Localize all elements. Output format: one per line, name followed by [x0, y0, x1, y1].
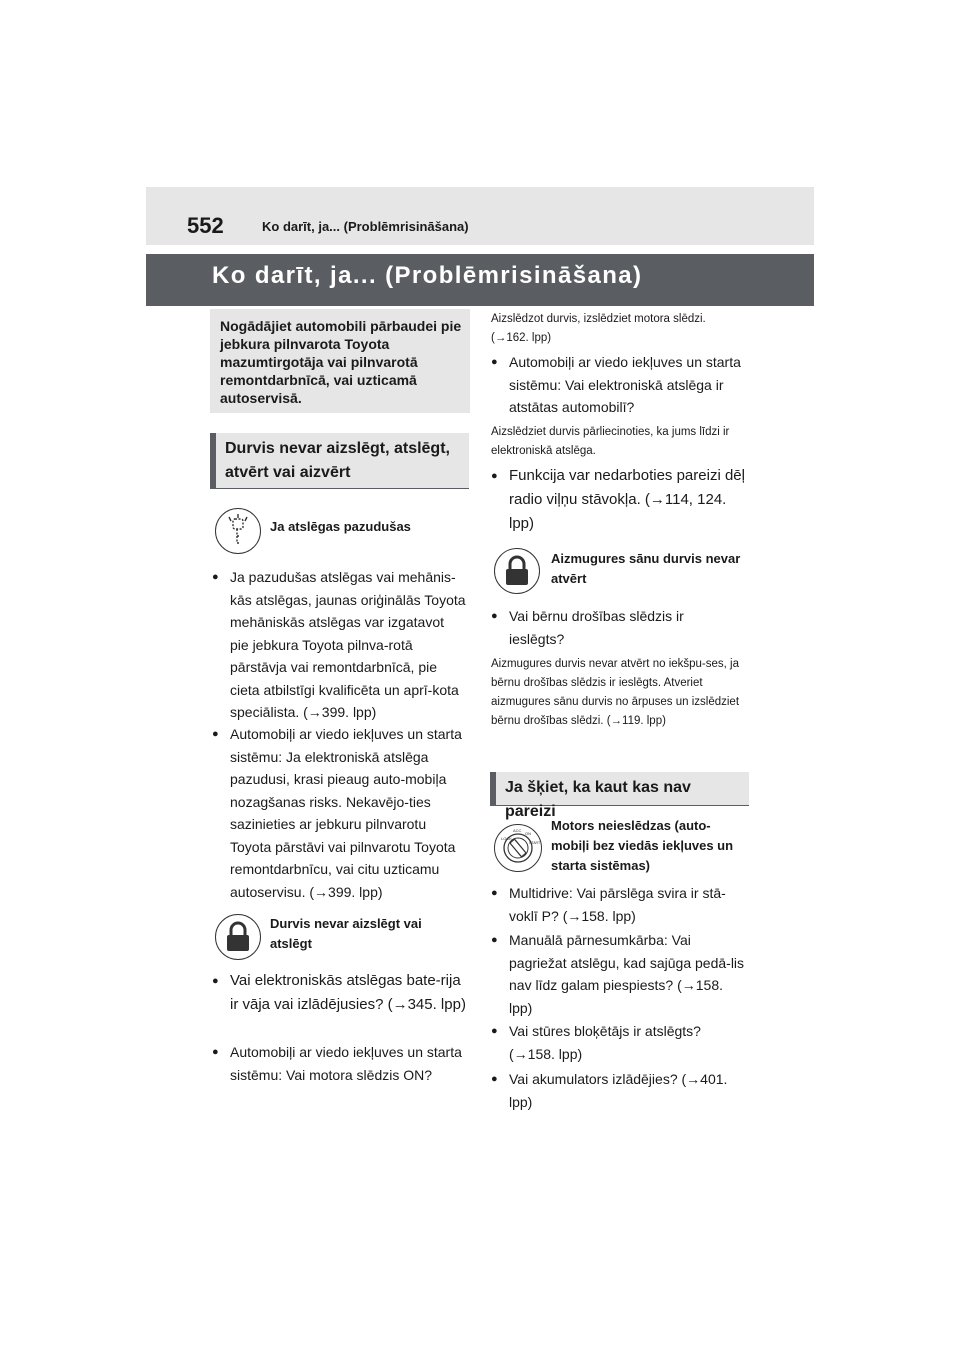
section-heading-wrong-text: Ja šķiet, ka kaut kas nav pareizi [505, 779, 691, 820]
bullet-text: Funkcija var nedarboties pareizi dēļ radio viļņu stāvokļa. (→114, 124. lpp) [509, 467, 745, 532]
note-text: Aizslēdziet durvis pārliecinoties, ka jums līdzi ir elektroniskā atslēga. [491, 426, 730, 457]
keys-lost-caption: Ja atslēgas pazudušas [270, 519, 411, 534]
lost-key-icon [215, 508, 261, 554]
ignition-switch-icon [494, 824, 542, 872]
bullet-dot: ● [491, 1025, 498, 1037]
bullet-text: Manuālā pārnesumkārba: Vai pagriežat atslēgu, kad sajūga pedā-lis nav līdz galam piespiests? (→158. lpp) [509, 932, 745, 1016]
bullet-dot: ● [212, 975, 219, 987]
bullet-text: Vai akumulators izlādējies? (→401. lpp) [509, 1071, 728, 1110]
rear-doors-caption: Aizmugures sānu durvis nevar atvērt [551, 551, 741, 586]
bullet-dot: ● [491, 356, 498, 368]
cannot-lock-caption: Durvis nevar aizslēgt vai atslēgt [270, 916, 422, 951]
note-text: Aizmugures durvis nevar atvērt no iekšpu-ses, ja bērnu drošības slēdzis ir ieslēgts. Atveriet aizmugures sānu durvis no ārpuses un izslēdziet bērnu drošības slēdzi. (→119. lpp) [491, 658, 740, 727]
notice-box [210, 309, 470, 413]
icon-label-start: START [529, 841, 541, 845]
bullet-text: Ja pazudušas atslēgas vai mehānis-kās atslēgas, jaunas oriģinālās Toyota mehāniskās atslēgas var izgatavot pie jebkura Toyota pilnva-rotā pārstāvja vai remontdarbnīcā, pie cieta atbilstīgi kvalificēta un aprī-kota speciālista. (→399. lpp) [230, 569, 466, 720]
lock-icon [215, 914, 261, 960]
lock-icon [494, 548, 540, 594]
bullet-dot: ● [212, 571, 219, 583]
icon-label-on: ON [525, 831, 531, 836]
section-heading-doors [210, 433, 469, 489]
bullet-text: Vai elektroniskās atslēgas bate-rija ir vāja vai izlādējusies? (→345. lpp) [230, 972, 466, 1013]
icon-label-lock: LOCK [501, 836, 512, 841]
bullet-dot: ● [491, 1073, 498, 1085]
icon-label-acc: ACC [513, 828, 522, 833]
bullet-dot: ● [491, 470, 498, 482]
note-text: Aizslēdzot durvis, izslēdziet motora slēdzi. (→162. lpp) [491, 313, 706, 344]
section-heading-wrong [490, 772, 749, 820]
header-strip [146, 187, 814, 245]
bullet-dot: ● [212, 1046, 219, 1058]
section-heading-doors-text: Durvis nevar aizslēgt, atslēgt, atvērt vai aizvērt [225, 440, 450, 481]
bullet-dot: ● [491, 887, 498, 899]
bullet-text: Vai bērnu drošības slēdzis ir ieslēgts? [509, 608, 684, 647]
bullet-text: Multidrive: Vai pārslēga svira ir stā-voklī P? (→158. lpp) [509, 885, 726, 924]
page-number: 552 [187, 213, 224, 238]
bullet-text: Automobiļi ar viedo iekļuves un starta sistēmu: Vai motora slēdzis ON? [230, 1044, 462, 1083]
bullet-text: Automobiļi ar viedo iekļuves un starta sistēmu: Vai elektroniskā atslēga ir atstātas automobilī? [509, 354, 741, 415]
engine-caption: Motors neieslēdzas (auto-mobiļi bez viedās iekļuves un starta sistēmas) [551, 818, 734, 873]
page-title: Ko darīt, ja... (Problēmrisināšana) [212, 262, 643, 289]
bullet-text: Automobiļi ar viedo iekļuves un starta sistēmu: Ja elektroniskā atslēga pazudusi, krasi pieaug auto-mobiļa nozagšanas risks. Nekavējo-ties sazinieties ar jebkuru pilnvarotu Toyota pārstāvi vai pilnvarotu Toyota remontdarbnīcu, vai citu uzticamu autoservisu. (→399. lpp) [230, 726, 462, 900]
running-title: Ko darīt, ja... (Problēmrisināšana) [262, 219, 469, 234]
bullet-dot: ● [491, 610, 498, 622]
bullet-dot: ● [212, 728, 219, 740]
bullet-text: Vai stūres bloķētājs ir atslēgts? (→158. lpp) [509, 1023, 701, 1062]
notice-text: Nogādājiet automobili pārbaudei pie jebkura pilnvarota Toyota mazumtirgotāja vai pilnvarotā remontdarbnīcā, vai uzticamā autoservisā. [220, 318, 462, 406]
bullet-dot: ● [491, 934, 498, 946]
